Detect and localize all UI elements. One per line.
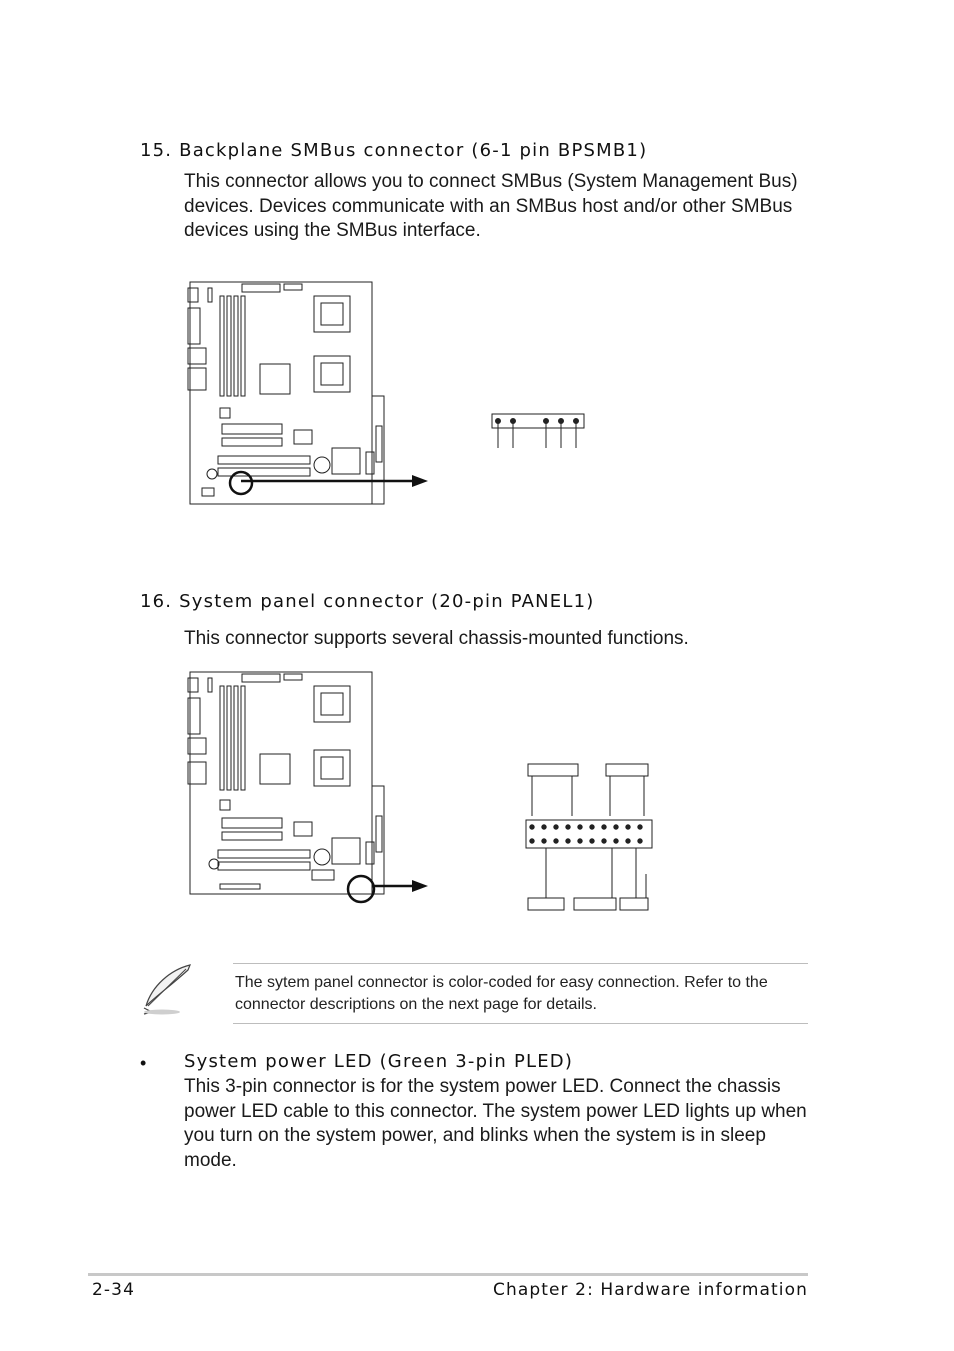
bpsmb1-pin-header (492, 414, 584, 448)
panel1-top-labels (528, 764, 648, 816)
section-16-body: This connector supports several chassis-mounted functions. (184, 628, 689, 649)
panel1-highlight-circle (348, 876, 374, 902)
section-16-heading: 16. System panel connector (20-pin PANEL1) (140, 591, 595, 612)
pled-body: This 3-pin connector is for the system power LED. Connect the chassis power LED cable to this connector. The system power LED lights up when you turn on the system power, and blinks when the system is in sleep mode. (184, 1076, 807, 1171)
chapter-title: Chapter 2: Hardware information (492, 1280, 808, 1300)
pled-heading: System power LED (Green 3-pin PLED) (184, 1051, 574, 1072)
motherboard-outline (188, 672, 384, 894)
pointer-arrow-head (412, 880, 428, 892)
note-feather-icon (140, 962, 196, 1016)
panel1-pin-header (526, 820, 652, 848)
panel1-diagram (180, 666, 660, 916)
page-number: 2-34 (92, 1280, 135, 1300)
panel1-bottom-labels (528, 848, 648, 910)
section-15-body: This connector allows you to connect SMBus (System Management Bus) devices. Devices communicate with an SMBus host and/or other SMBus devices using the SMBus interface. (184, 171, 798, 241)
bpsmb1-diagram (180, 276, 600, 516)
note-text: The sytem panel connector is color-coded for easy connection. Refer to the connector descriptions on the next page for details. (235, 974, 768, 1013)
section-15-heading: 15. Backplane SMBus connector (6-1 pin BPSMB1) (140, 140, 648, 161)
note-box (233, 963, 808, 1024)
bpsmb1-highlight-circle (230, 472, 252, 494)
footer-rule (88, 1273, 808, 1276)
motherboard-outline (188, 282, 384, 504)
bullet-icon: • (140, 1053, 147, 1073)
pointer-arrow-head (412, 475, 428, 487)
